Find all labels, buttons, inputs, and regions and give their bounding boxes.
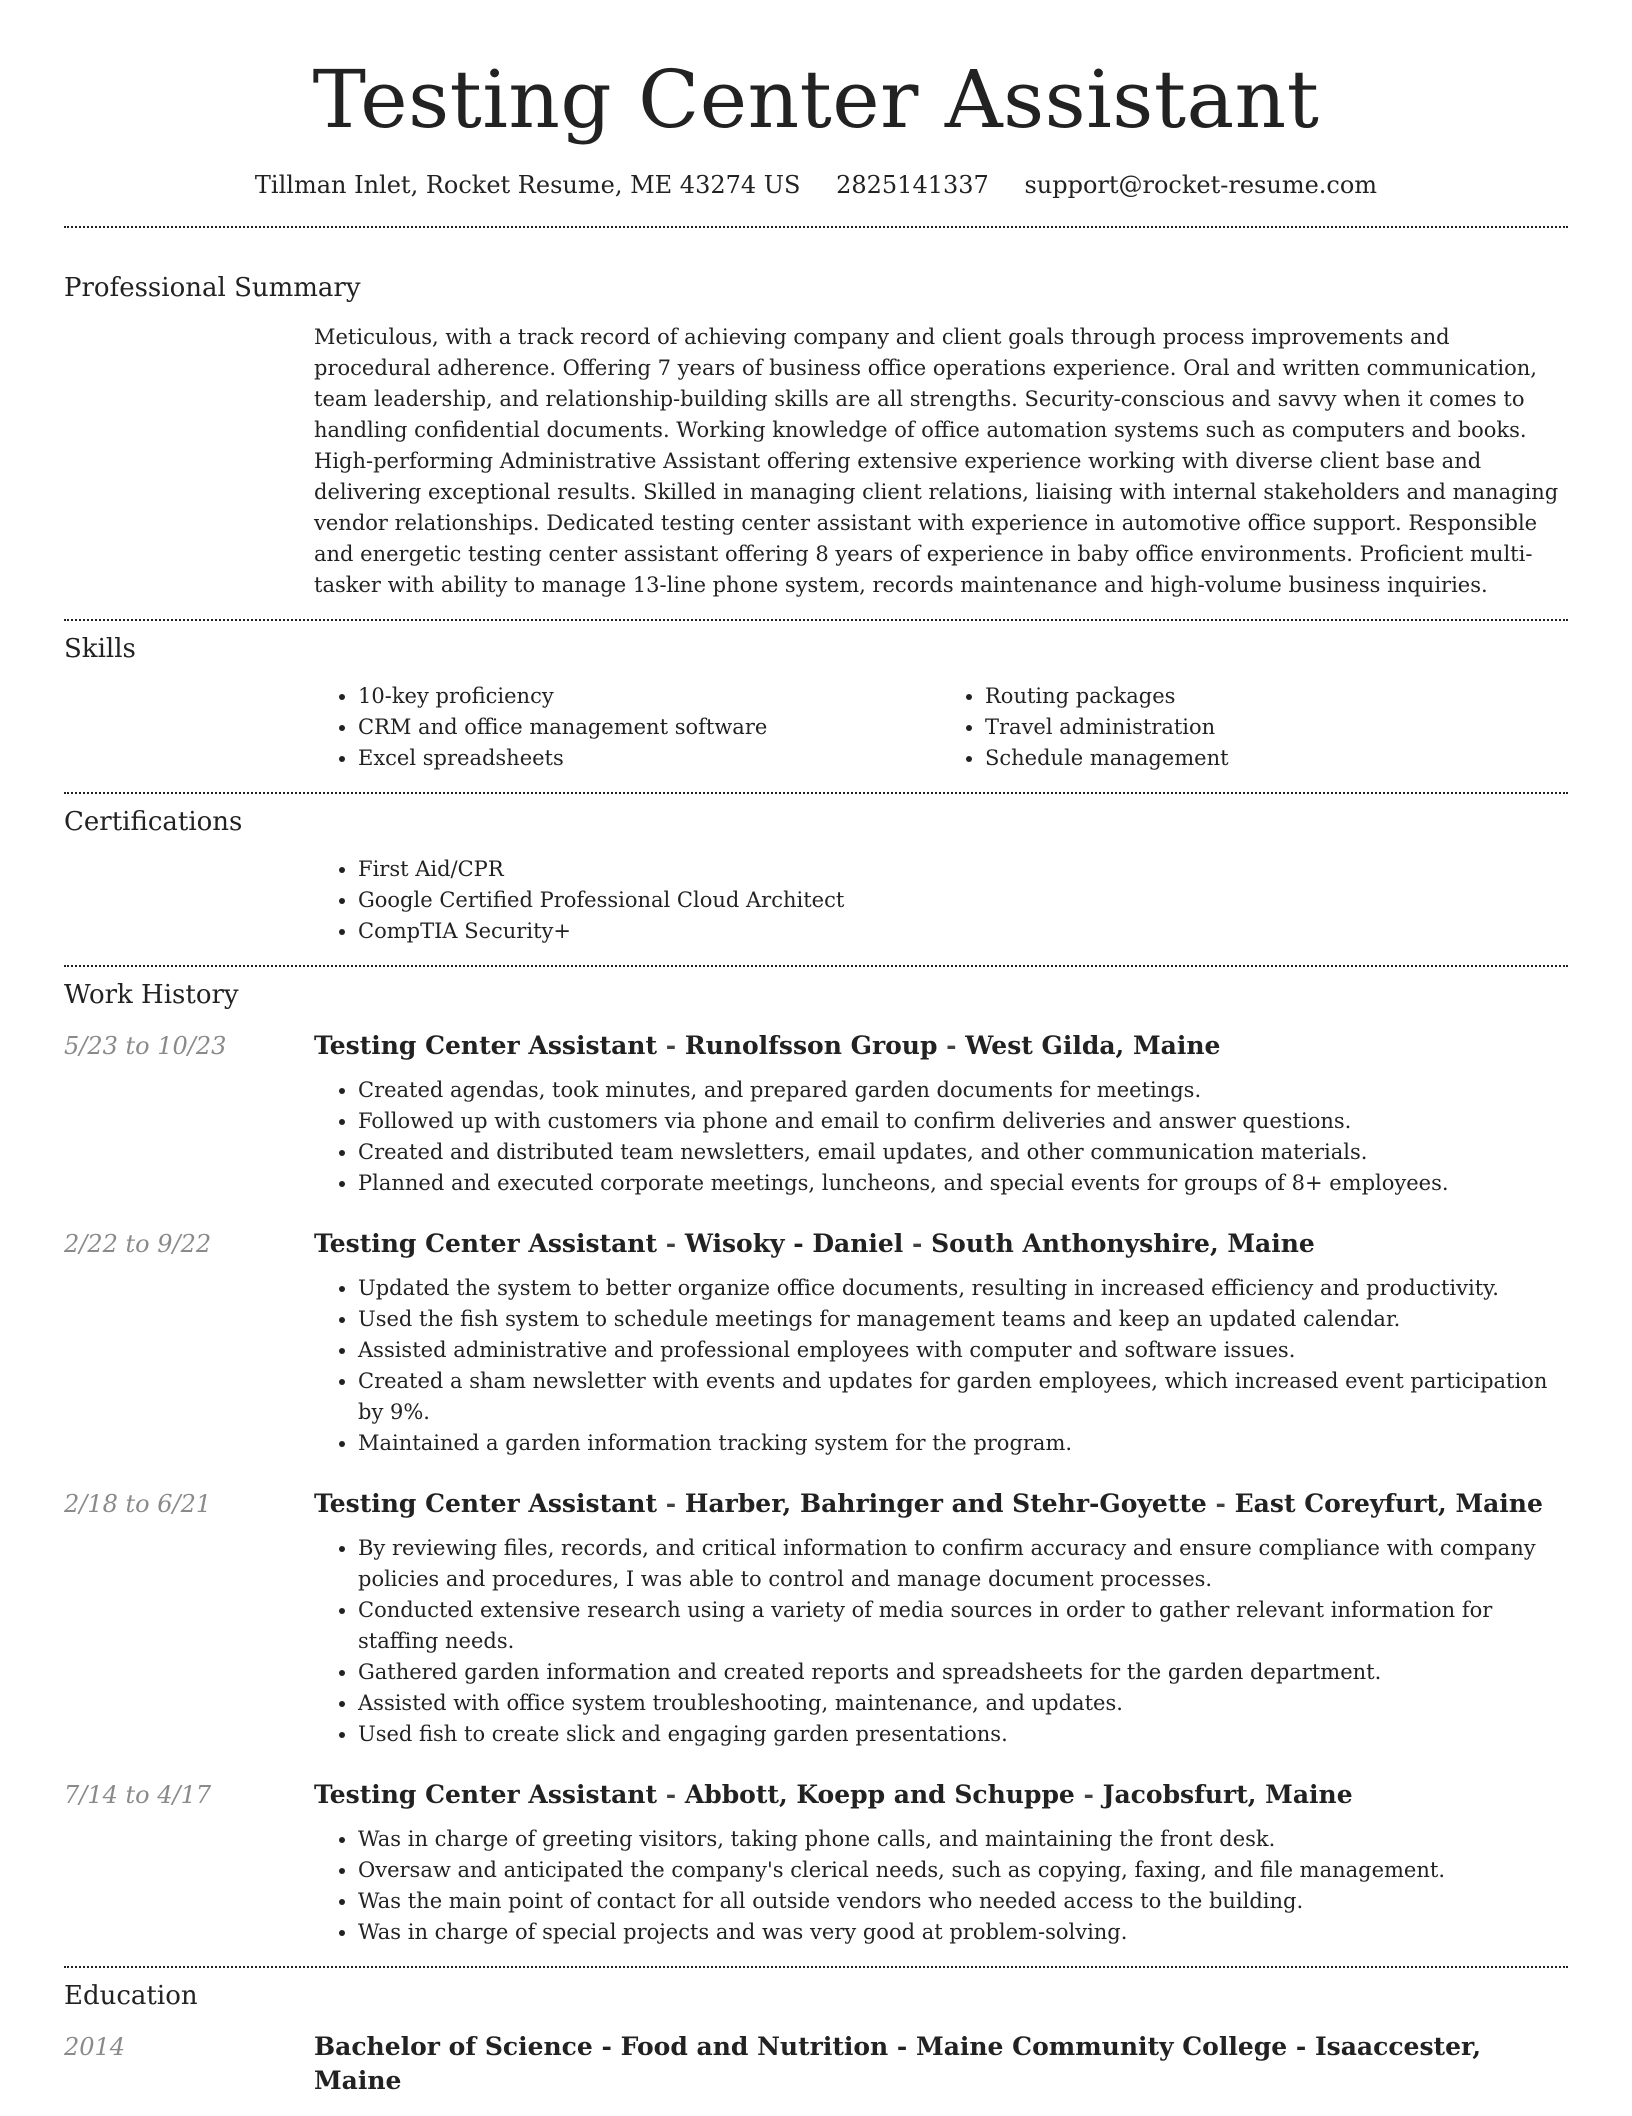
job-bullet: • Conducted extensive research using a variety of media sources in order to gather relevant information for staffing needs.	[358, 1595, 1568, 1657]
education-date: 2014	[64, 2033, 126, 2061]
job-bullet: • Created and distributed team newsletters, email updates, and other communication materials.	[358, 1137, 1568, 1168]
skill-item: • Routing packages	[985, 681, 1568, 712]
job-bullets	[314, 1075, 1568, 1199]
job-title: Testing Center Assistant - Wisoky - Daniel - South Anthonyshire, Maine	[314, 1229, 1315, 1258]
job-dates: 2/18 to 6/21	[64, 1490, 212, 1518]
job-location: South Anthonyshire, Maine	[931, 1229, 1315, 1258]
job-bullet: • Created agendas, took minutes, and prepared garden documents for meetings.	[358, 1075, 1568, 1106]
contact-email: support@rocket-resume.com	[1024, 171, 1378, 199]
summary-section	[64, 228, 1568, 619]
job-location: West Gilda, Maine	[965, 1031, 1221, 1060]
section-title: Professional Summary	[64, 273, 361, 303]
job-entry	[64, 1778, 1568, 1948]
section-title: Work History	[64, 980, 239, 1010]
education-location: Isaaccester, Maine	[314, 2032, 1482, 2095]
skills-grid	[314, 681, 1568, 774]
contact-line	[64, 168, 1568, 202]
job-role: Testing Center Assistant	[314, 1780, 658, 1809]
job-title: Testing Center Assistant - Runolfsson Group - West Gilda, Maine	[314, 1031, 1221, 1060]
job-bullet: • Was in charge of greeting visitors, taking phone calls, and maintaining the front desk.	[358, 1824, 1568, 1855]
education-field: Food and Nutrition	[620, 2032, 889, 2061]
certification-item: • CompTIA Security+	[358, 916, 1568, 947]
resume-header	[64, 0, 1568, 202]
job-role: Testing Center Assistant	[314, 1229, 658, 1258]
candidate-name: Testing Center Assistant	[312, 53, 1320, 146]
job-bullet: • Gathered garden information and created reports and spreadsheets for the garden department.	[358, 1657, 1568, 1688]
job-bullet: • Created a sham newsletter with events and updates for garden employees, which increased event participation by 9%.	[358, 1366, 1568, 1428]
education-degree: Bachelor of Science	[314, 2032, 593, 2061]
job-bullets	[314, 1533, 1568, 1750]
skill-item: • Travel administration	[985, 712, 1568, 743]
section-title: Skills	[64, 634, 136, 664]
education-title: Bachelor of Science - Food and Nutrition - Maine Community College - Isaaccester, Maine	[314, 2032, 1482, 2095]
job-company: Runolfsson Group	[684, 1031, 938, 1060]
skill-item: • Excel spreadsheets	[358, 743, 941, 774]
job-bullet: • Followed up with customers via phone and email to confirm deliveries and answer questions.	[358, 1106, 1568, 1137]
job-title: Testing Center Assistant - Harber, Bahringer and Stehr-Goyette - East Coreyfurt, Maine	[314, 1489, 1543, 1518]
education-entry	[64, 2030, 1568, 2098]
job-role: Testing Center Assistant	[314, 1031, 658, 1060]
job-bullet: • Was the main point of contact for all outside vendors who needed access to the building.	[358, 1886, 1568, 1917]
contact-phone: 2825141337	[836, 171, 989, 199]
certifications-section	[64, 794, 1568, 965]
section-title: Certifications	[64, 807, 243, 837]
job-entry	[64, 1227, 1568, 1459]
work-history-section	[64, 967, 1568, 1966]
job-bullet: • Was in charge of special projects and was very good at problem-solving.	[358, 1917, 1568, 1948]
job-location: East Coreyfurt, Maine	[1234, 1489, 1543, 1518]
job-location: Jacobsfurt, Maine	[1102, 1780, 1353, 1809]
job-role: Testing Center Assistant	[314, 1489, 658, 1518]
summary-text: Meticulous, with a track record of achieving company and client goals through process improvements and procedural adherence. Offering 7 years of business office operations experience. Oral and written communication, team leadership, and relationship-building skills are all strengths. Security-conscious and savvy when it comes to handling confidential documents. Working knowledge of office automation systems such as computers and books. High-performing Administrative Assistant offering extensive experience working with diverse client base and delivering exceptional results. Skilled in managing client relations, liaising with internal stakeholders and managing vendor relationships. Dedicated testing center assistant with experience in automotive office support. Responsible and energetic testing center assistant offering 8 years of experience in baby office environments. Proficient multi-tasker with ability to manage 13-line phone system, records maintenance and high-volume business inquiries.	[314, 325, 1559, 597]
job-entry	[64, 1029, 1568, 1199]
job-title: Testing Center Assistant - Abbott, Koepp and Schuppe - Jacobsfurt, Maine	[314, 1780, 1353, 1809]
skills-section	[64, 621, 1568, 792]
job-bullet: • By reviewing files, records, and critical information to confirm accuracy and ensure compliance with company policies and procedures, I was able to control and manage document processes.	[358, 1533, 1568, 1595]
skills-list-left	[314, 681, 941, 774]
certification-item: • Google Certified Professional Cloud Architect	[358, 885, 1568, 916]
job-bullet: • Used fish to create slick and engaging garden presentations.	[358, 1719, 1568, 1750]
job-bullets	[314, 1824, 1568, 1948]
job-bullet: • Updated the system to better organize office documents, resulting in increased efficiency and productivity.	[358, 1273, 1568, 1304]
job-company: Wisoky - Daniel	[684, 1229, 904, 1258]
skill-item: • CRM and office management software	[358, 712, 941, 743]
education-school: Maine Community College	[916, 2032, 1288, 2061]
job-company: Harber, Bahringer and Stehr-Goyette	[684, 1489, 1207, 1518]
certification-item: • First Aid/CPR	[358, 854, 1568, 885]
job-dates: 7/14 to 4/17	[64, 1781, 212, 1809]
contact-address: Tillman Inlet, Rocket Resume, ME 43274 US	[254, 171, 801, 199]
job-bullet: • Used the fish system to schedule meetings for management teams and keep an updated calendar.	[358, 1304, 1568, 1335]
job-company: Abbott, Koepp and Schuppe	[684, 1780, 1075, 1809]
section-title: Education	[64, 1981, 198, 2011]
skill-item: • Schedule management	[985, 743, 1568, 774]
job-bullets	[314, 1273, 1568, 1459]
job-bullet: • Assisted with office system troubleshooting, maintenance, and updates.	[358, 1688, 1568, 1719]
job-entry	[64, 1487, 1568, 1750]
job-bullet: • Oversaw and anticipated the company's clerical needs, such as copying, faxing, and file management.	[358, 1855, 1568, 1886]
job-dates: 5/23 to 10/23	[64, 1032, 227, 1060]
skill-item: • 10-key proficiency	[358, 681, 941, 712]
certifications-list	[314, 854, 1568, 947]
job-bullet: • Maintained a garden information tracking system for the program.	[358, 1428, 1568, 1459]
skills-list-right	[941, 681, 1568, 774]
education-section	[64, 1968, 1568, 2116]
job-bullet: • Planned and executed corporate meetings, luncheons, and special events for groups of 8+ employees.	[358, 1168, 1568, 1199]
job-dates: 2/22 to 9/22	[64, 1230, 212, 1258]
job-bullet: • Assisted administrative and professional employees with computer and software issues.	[358, 1335, 1568, 1366]
